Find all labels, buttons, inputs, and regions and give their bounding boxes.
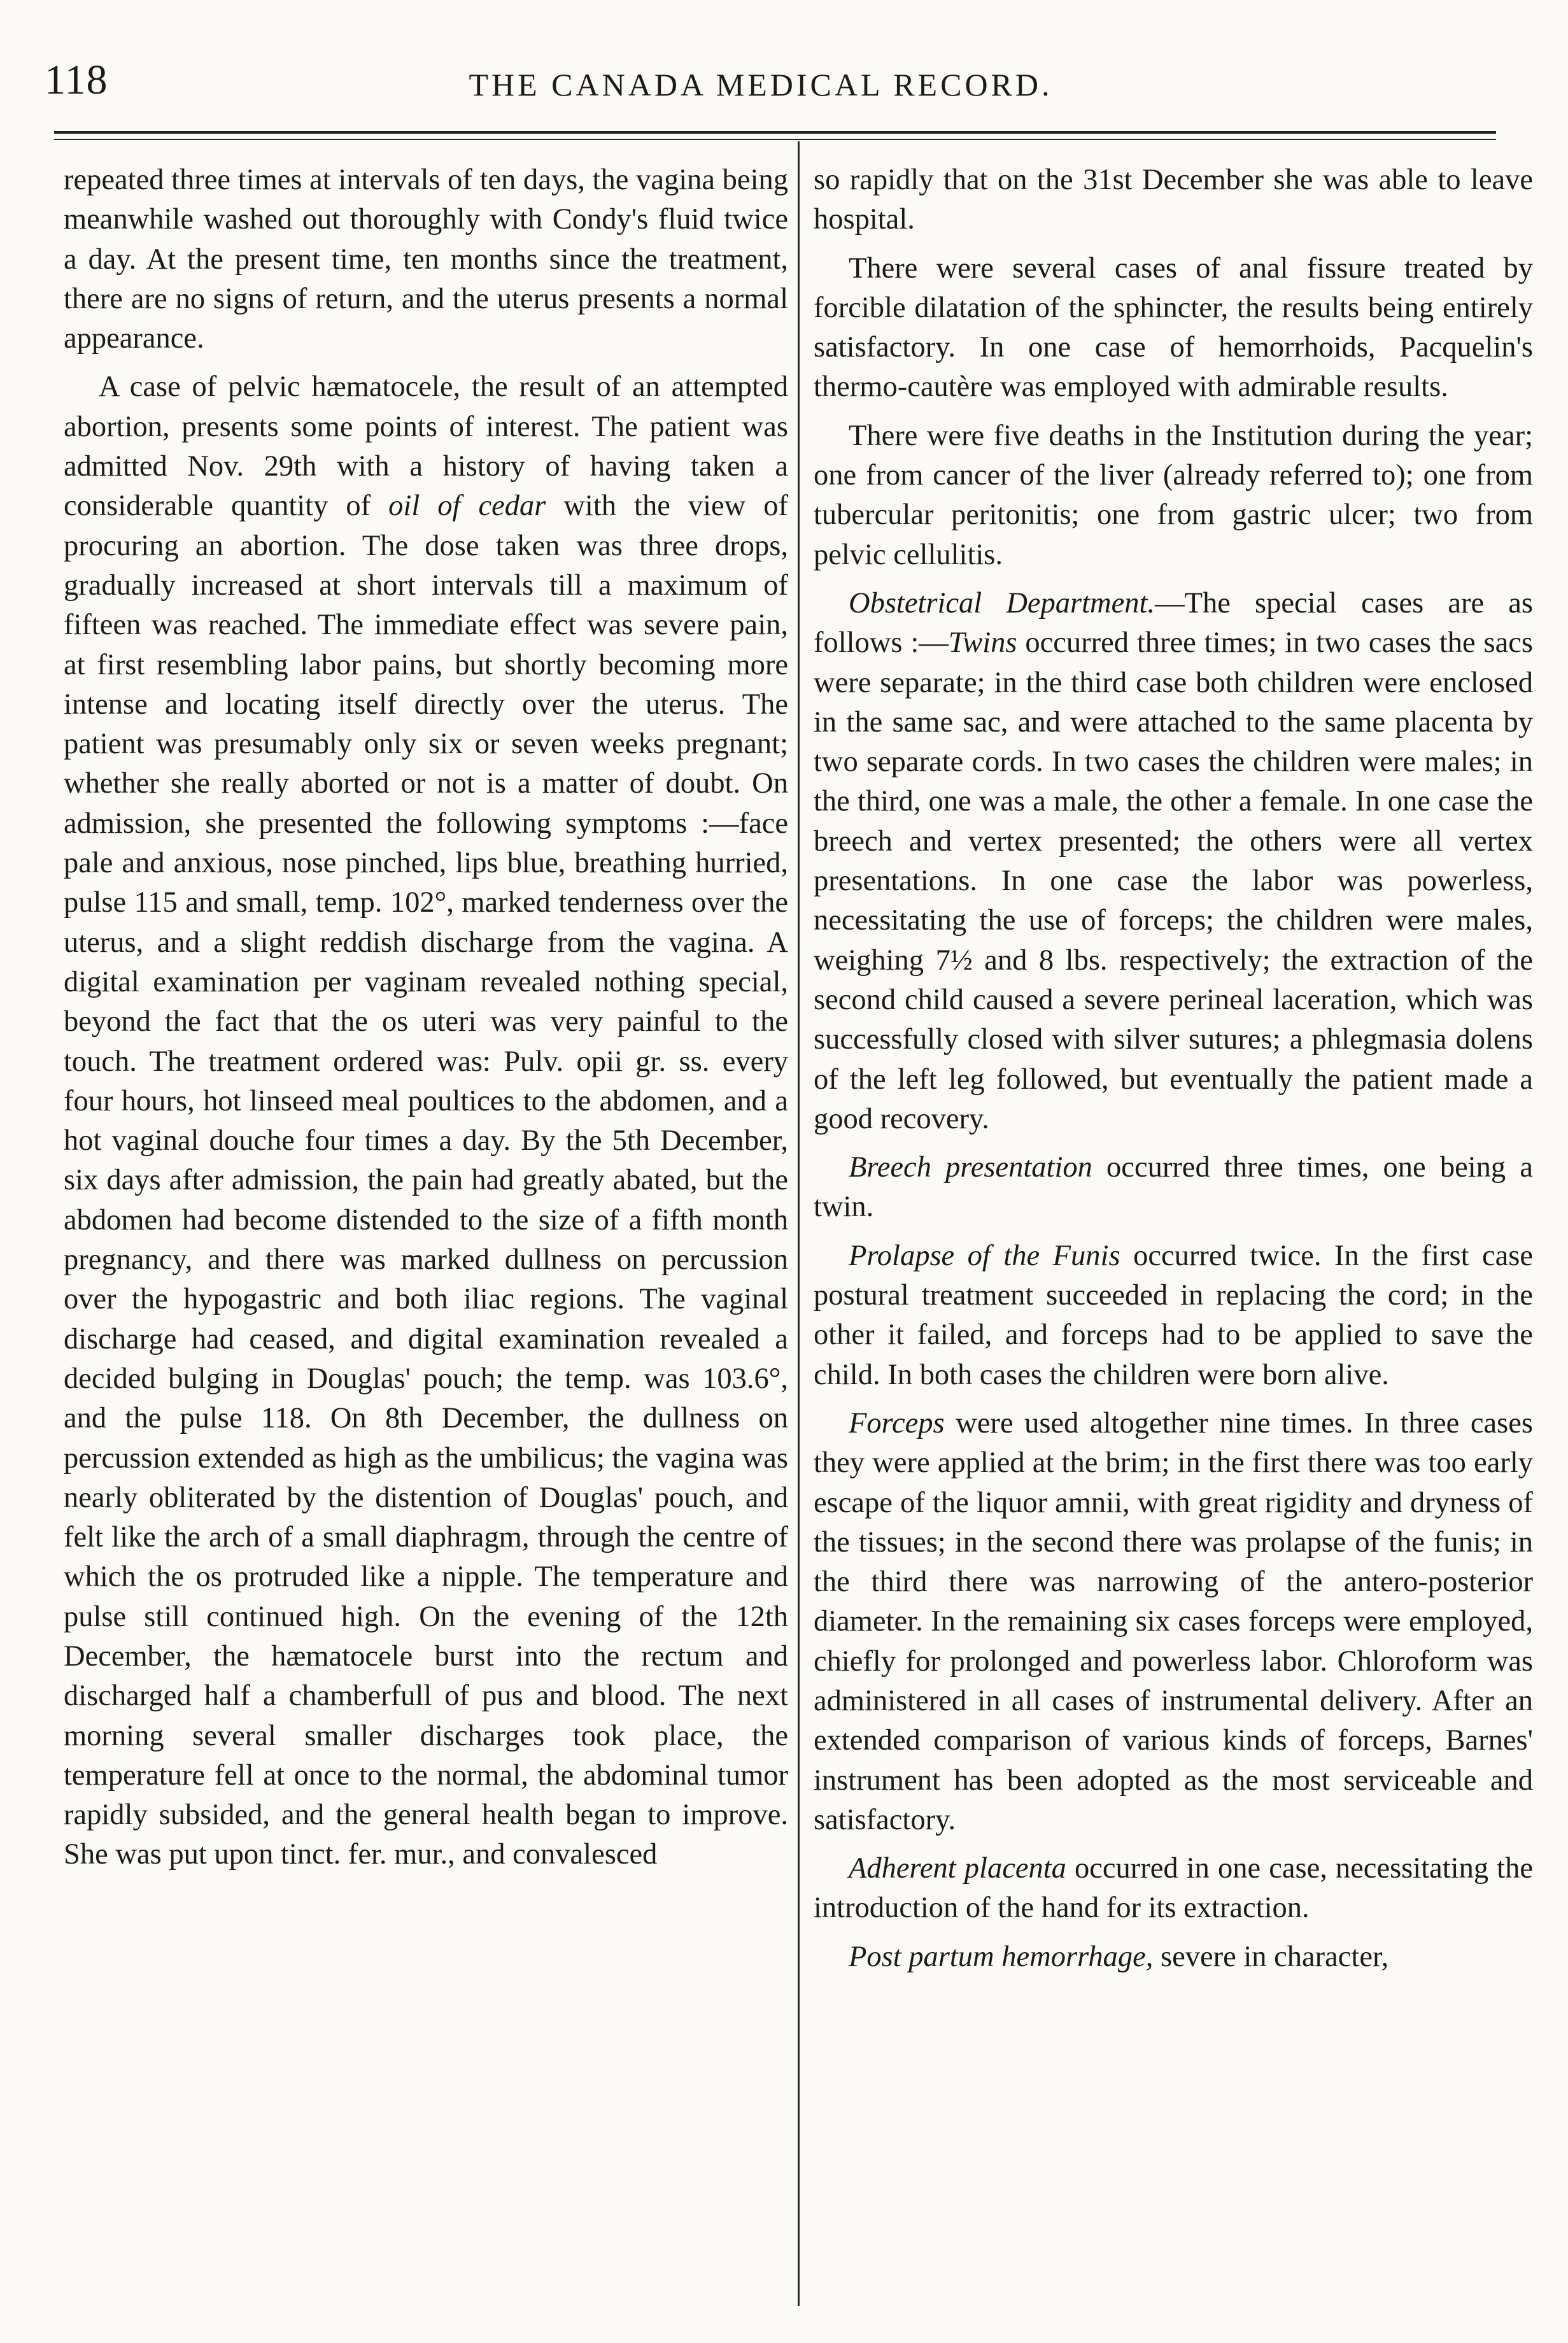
column-divider	[798, 141, 800, 2306]
text-run: were used altogether nine times. In three cases they were applied at the brim; in the first there was too early escape of the liquor amnii, with great rigidity and dryness of the tissues; in the second there was prolapse of the funis; in the third there was narrowing of the antero-posterior diameter. In the remaining six cases forceps were employed, chiefly for prolonged and powerless labor. Chloroform was administered in all cases of instrumental delivery. After an extended comparison of various kinds of forceps, Barnes' instrument has been adopted as the most serviceable and satisfactory.	[814, 1406, 1533, 1836]
text-run: occurred three times; in two cases the sacs were separate; in the third case both children were enclosed in the same sac, and were attached to the same placenta by two separate cords. In two cases the children were males; in the third, one was a male, the other a female. In one case the breech and vertex presented; the others were all vertex presentations. In one case the labor was powerless, necessitating the use of forceps; the children were males, weighing 7½ and 8 lbs. respectively; the extraction of the second child caused a severe perineal laceration, which was successfully closed with silver sutures; a phlegmasia dolens of the left leg followed, but eventually the patient made a good recovery.	[814, 626, 1533, 1135]
paragraph: There were several cases of anal fissure treated by forcible dilatation of the sphincter, the results being entirely satisfactory. In one case of hemorrhoids, Pacquelin's thermo-cautère was employed with admirable results.	[814, 251, 1533, 404]
text-run: occurred three times, one being a twin.	[814, 1151, 1533, 1224]
italic-term: Breech presentation	[849, 1151, 1092, 1184]
text-run: —The special cases are as follows :—	[814, 586, 1533, 660]
paragraph-haematocele	[64, 367, 788, 1874]
header-rule-thick	[54, 131, 1496, 134]
header-rule-thin	[54, 139, 1496, 140]
text-run: with the view of procuring an abortion. The dose taken was three drops, gradually increased at short intervals till a maximum of fifteen was reached. The immediate effect was severe pain, at first resembling labor pains, but shortly becoming more intense and locating itself directly over the uterus. The patient was presumably only six or seven weeks pregnant; whether she really aborted or not is a matter of doubt. On admission, she presented the following symptoms :—face pale and anxious, nose pinched, lips blue, breathing hurried, pulse 115 and small, temp. 102°, marked tenderness over the uterus, and a slight reddish discharge from the vagina. A digital examination per vaginam revealed nothing special, beyond the fact that the os uteri was very painful to the touch. The treatment ordered was: Pulv. opii gr. ss. every four hours, hot linseed meal poultices to the abdomen, and a hot vaginal douche four times a day. By the 5th December, six days after admission, the pain had greatly abated, but the abdomen had become distended to the size of a fifth month pregnancy, and there was marked dullness on percussion over the hypogastric and both iliac regions. The vaginal discharge had ceased, and digital examination revealed a decided bulging in Douglas' pouch; the temp. was 103.6°, and the pulse 118. On 8th December, the dullness on percussion extended as high as the umbilicus; the vagina was nearly obliterated by the distention of Douglas' pouch, and felt like the arch of a small diaphragm, through the centre of which the os protruded like a nipple. The temperature and pulse still continued high. On the evening of the 12th December, the hæmatocele burst into the rectum and discharged half a chamberfull of pus and blood. The next morning several smaller discharges took place, the temperature fell at once to the normal, the abdominal tumor rapidly subsided, and the general health began to improve. She was put upon tinct. fer. mur., and convalesced	[64, 490, 788, 1871]
right-column	[814, 160, 1533, 1986]
paragraph: There were five deaths in the Institution during the year; one from cancer of the liver (already referred to); one from tubercular peritonitis; one from gastric ulcer; two from pelvic cellulitis.	[814, 419, 1533, 571]
text-run: severe in character,	[1153, 1940, 1389, 1973]
paragraph-obstetrical	[814, 584, 1533, 1139]
italic-term: Forceps	[849, 1406, 945, 1440]
italic-term: Adherent placenta	[849, 1852, 1066, 1885]
page-number: 118	[45, 57, 108, 103]
page-header	[45, 45, 1477, 127]
paragraph: repeated three times at intervals of ten days, the vagina being meanwhile washed out thoroughly with Condy's fluid twice a day. At the present time, ten months since the treatment, there are no signs of return, and the uterus presents a normal appearance.	[64, 164, 788, 355]
italic-term: Post partum hemorrhage,	[849, 1940, 1154, 1973]
paragraph-prolapse	[814, 1236, 1533, 1395]
text-run: occurred in one case, necessitating the introduction of the hand for its extraction.	[814, 1852, 1533, 1925]
text-run: occurred twice. In the first case postural treatment succeeded in replacing the cord; in the other it failed, and forceps had to be applied to save the child. In both cases the children were born alive.	[814, 1239, 1533, 1391]
running-title: THE CANADA MEDICAL RECORD.	[469, 67, 1053, 103]
section-heading: Obstetrical Department.	[849, 586, 1155, 619]
paragraph-hemorrhage	[814, 1937, 1533, 1977]
italic-term: oil of cedar	[388, 490, 546, 523]
italic-term: Twins	[948, 626, 1017, 660]
paragraph-placenta	[814, 1849, 1533, 1929]
paragraph-breech	[814, 1148, 1533, 1228]
italic-term: Prolapse of the Funis	[849, 1239, 1120, 1272]
text-run: A case of pelvic hæmatocele, the result of an attempted abortion, presents some points of interest. The patient was admitted Nov. 29th with a history of having taken a considerable quantity of	[64, 371, 788, 523]
paragraph: so rapidly that on the 31st December she was able to leave hospital.	[814, 164, 1533, 236]
left-column	[64, 160, 788, 1884]
paragraph-forceps	[814, 1404, 1533, 1840]
